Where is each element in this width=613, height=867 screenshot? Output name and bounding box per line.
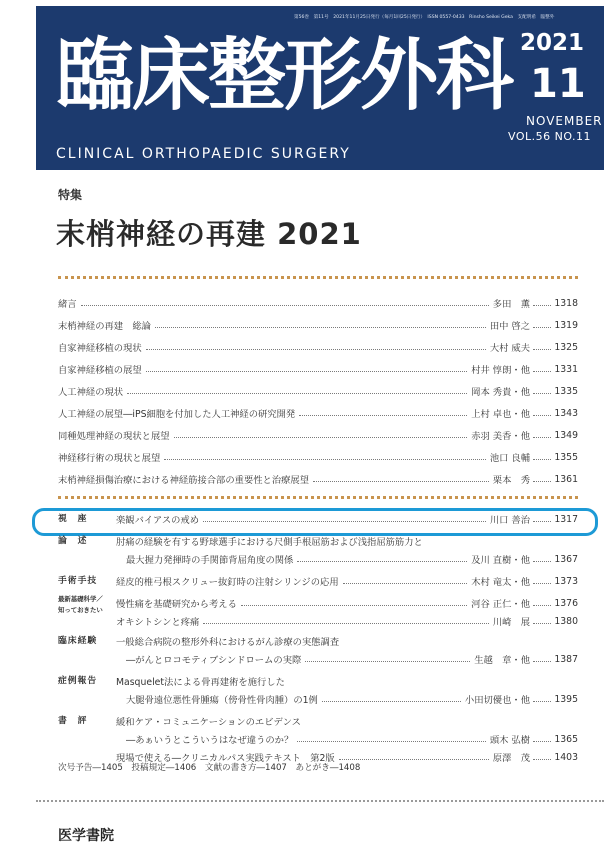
- issue-month: NOVEMBER: [526, 114, 603, 128]
- section-shohyo: [58, 712, 578, 768]
- toc-page: 1349: [554, 429, 578, 441]
- toc-author: 小田切優也・他: [464, 695, 530, 706]
- toc-row[interactable]: [58, 292, 578, 314]
- toc-title: ―がんとロコモティブシンドロームの実際: [126, 655, 302, 666]
- journal-header: [36, 6, 604, 170]
- toc-title: 肘痛の経験を有する野球選手における尺側手根屈筋および浅指屈筋筋力と: [116, 537, 423, 548]
- toc-page: 1373: [554, 575, 578, 587]
- toc-title: Masquelet法による骨再建術を施行した: [116, 677, 285, 688]
- toc-title: 末梢神経損傷治療における神経筋接合部の重要性と治療展望: [58, 475, 310, 486]
- toc-title: 現場で使える―クリニカルパス実践テキスト 第2版: [116, 753, 335, 764]
- sections-toc: [58, 510, 578, 768]
- section-label: 書 評: [58, 716, 88, 726]
- toc-page: 1387: [554, 653, 578, 665]
- toc-page: 1318: [554, 297, 578, 309]
- toc-page: 1355: [554, 451, 578, 463]
- toc-row[interactable]: [116, 690, 578, 708]
- section-keiken: [58, 632, 578, 672]
- toc-title: 大腿骨遠位悪性骨腫瘍（傍骨性骨肉腫）の1例: [126, 695, 318, 706]
- toc-page: 1365: [554, 733, 578, 745]
- toc-row[interactable]: [116, 532, 578, 550]
- toc-title: ―あぁいうとこういうはなぜ違うのか？: [126, 735, 294, 746]
- toc-title: 緩和ケア・コミュニケーションのエビデンス: [116, 717, 301, 728]
- section-shujutsu: [58, 572, 578, 594]
- toc-page: 1395: [554, 693, 578, 705]
- toc-author: 村井 惇朗・他: [471, 365, 530, 376]
- toc-author: 河谷 正仁・他: [471, 599, 530, 610]
- toc-row[interactable]: [58, 424, 578, 446]
- toc-row[interactable]: [116, 650, 578, 668]
- toc-page: 1319: [554, 319, 578, 331]
- toc-title: 緒言: [58, 299, 77, 310]
- feature-title: 末梢神経の再建 2021: [56, 217, 362, 251]
- toc-row[interactable]: [116, 550, 578, 568]
- footer-notes: 次号予告―1405 投稿規定―1406 文献の書き方―1407 あとがき―1408: [58, 763, 361, 773]
- toc-page: 1403: [554, 751, 578, 763]
- toc-row[interactable]: [116, 632, 578, 650]
- toc-row[interactable]: [58, 314, 578, 336]
- toc-author: 岡本 秀貴・他: [471, 387, 530, 398]
- toc-page: 1343: [554, 407, 578, 419]
- toc-row[interactable]: [116, 672, 578, 690]
- section-label: 症例報告: [58, 676, 98, 686]
- toc-page: 1317: [554, 513, 578, 525]
- toc-title: 楽観バイアスの戒め: [116, 515, 200, 526]
- section-label: 視 座: [58, 514, 88, 524]
- toc-author: 栗本 秀: [492, 475, 530, 486]
- toc-row[interactable]: [116, 612, 578, 630]
- toc-title: 慢性痛を基礎研究から考える: [116, 599, 237, 610]
- toc-title: オキシトシンと疼痛: [116, 617, 200, 628]
- toc-title: 人工神経の現状: [58, 387, 124, 398]
- toc-title: 末梢神経の再建 総論: [58, 321, 151, 332]
- toc-author: 田中 啓之: [489, 321, 530, 332]
- issue-meta: 第56巻 第11号 2021年11月25日発行（毎月1回25日発行） ISSN 0557-0433 Rinsho Seikei Geka 支配明希 臨整外: [294, 15, 555, 20]
- toc-row[interactable]: [58, 402, 578, 424]
- toc-page: 1335: [554, 385, 578, 397]
- toc-author: 上村 卓也・他: [471, 409, 530, 420]
- toc-author: 川口 善治: [489, 515, 530, 526]
- toc-author: 木村 竜太・他: [471, 577, 530, 588]
- toc-author: 生越 章・他: [474, 655, 530, 666]
- toc-author: 赤羽 美香・他: [471, 431, 530, 442]
- divider: [58, 496, 578, 499]
- section-label: [58, 594, 116, 616]
- section-ronjutsu: [58, 532, 578, 572]
- toc-author: 多田 薫: [492, 299, 530, 310]
- toc-row[interactable]: [116, 572, 578, 590]
- toc-author: 原澤 茂: [492, 753, 530, 764]
- section-label: 手術手技: [58, 576, 98, 586]
- issue-year: 2021: [520, 30, 585, 56]
- toc-title: 人工神経の展望―iPS細胞を付加した人工神経の研究開発: [58, 409, 296, 420]
- section-label-line1: 最新基礎科学／: [58, 595, 103, 603]
- toc-row[interactable]: [116, 594, 578, 612]
- section-shorei: [58, 672, 578, 712]
- toc-title: 最大握力発揮時の手関節背屈角度の関係: [126, 555, 294, 566]
- toc-page: 1361: [554, 473, 578, 485]
- toc-row[interactable]: [58, 358, 578, 380]
- feature-label: 特集: [58, 188, 83, 202]
- volume-number: VOL.56 NO.11: [508, 130, 592, 143]
- toc-page: 1367: [554, 553, 578, 565]
- toc-author: 頭木 弘樹: [489, 735, 530, 746]
- toc-title: 自家神経移植の展望: [58, 365, 142, 376]
- toc-page: 1331: [554, 363, 578, 375]
- section-shiza: [58, 510, 578, 532]
- toc-title: 同種処理神経の現状と展望: [58, 431, 170, 442]
- toc-row[interactable]: [58, 336, 578, 358]
- toc-row[interactable]: [58, 380, 578, 402]
- toc-page: 1325: [554, 341, 578, 353]
- toc-author: 川崎 展: [492, 617, 530, 628]
- divider: [58, 276, 578, 279]
- section-label: 論 述: [58, 536, 88, 546]
- toc-author: 大村 威夫: [489, 343, 530, 354]
- toc-page: 1376: [554, 597, 578, 609]
- toc-row[interactable]: [116, 510, 578, 528]
- toc-row[interactable]: [58, 468, 578, 490]
- toc-author: 及川 直樹・他: [471, 555, 530, 566]
- toc-row[interactable]: [116, 712, 578, 730]
- section-label-line2: 知っておきたい: [58, 606, 103, 614]
- journal-title: 臨床整形外科: [56, 30, 513, 121]
- toc-title: 経皮的椎弓根スクリュー抜釘時の注射シリンジの応用: [116, 577, 339, 588]
- toc-title: 神経移行術の現状と展望: [58, 453, 161, 464]
- journal-english-title: CLINICAL ORTHOPAEDIC SURGERY: [56, 146, 351, 162]
- toc-row[interactable]: [116, 730, 578, 748]
- toc-author: 池口 良輔: [489, 453, 530, 464]
- section-label: 臨床経験: [58, 636, 98, 646]
- toc-page: 1380: [554, 615, 578, 627]
- publisher-name: 医学書院: [58, 828, 114, 844]
- issue-number: 11: [530, 61, 586, 107]
- toc-title: 自家神経移植の現状: [58, 343, 142, 354]
- feature-toc: [58, 292, 578, 490]
- toc-row[interactable]: [58, 446, 578, 468]
- section-kiso: [58, 594, 578, 632]
- divider: [36, 800, 604, 802]
- toc-title: 一般総合病院の整形外科におけるがん診療の実態調査: [116, 637, 340, 648]
